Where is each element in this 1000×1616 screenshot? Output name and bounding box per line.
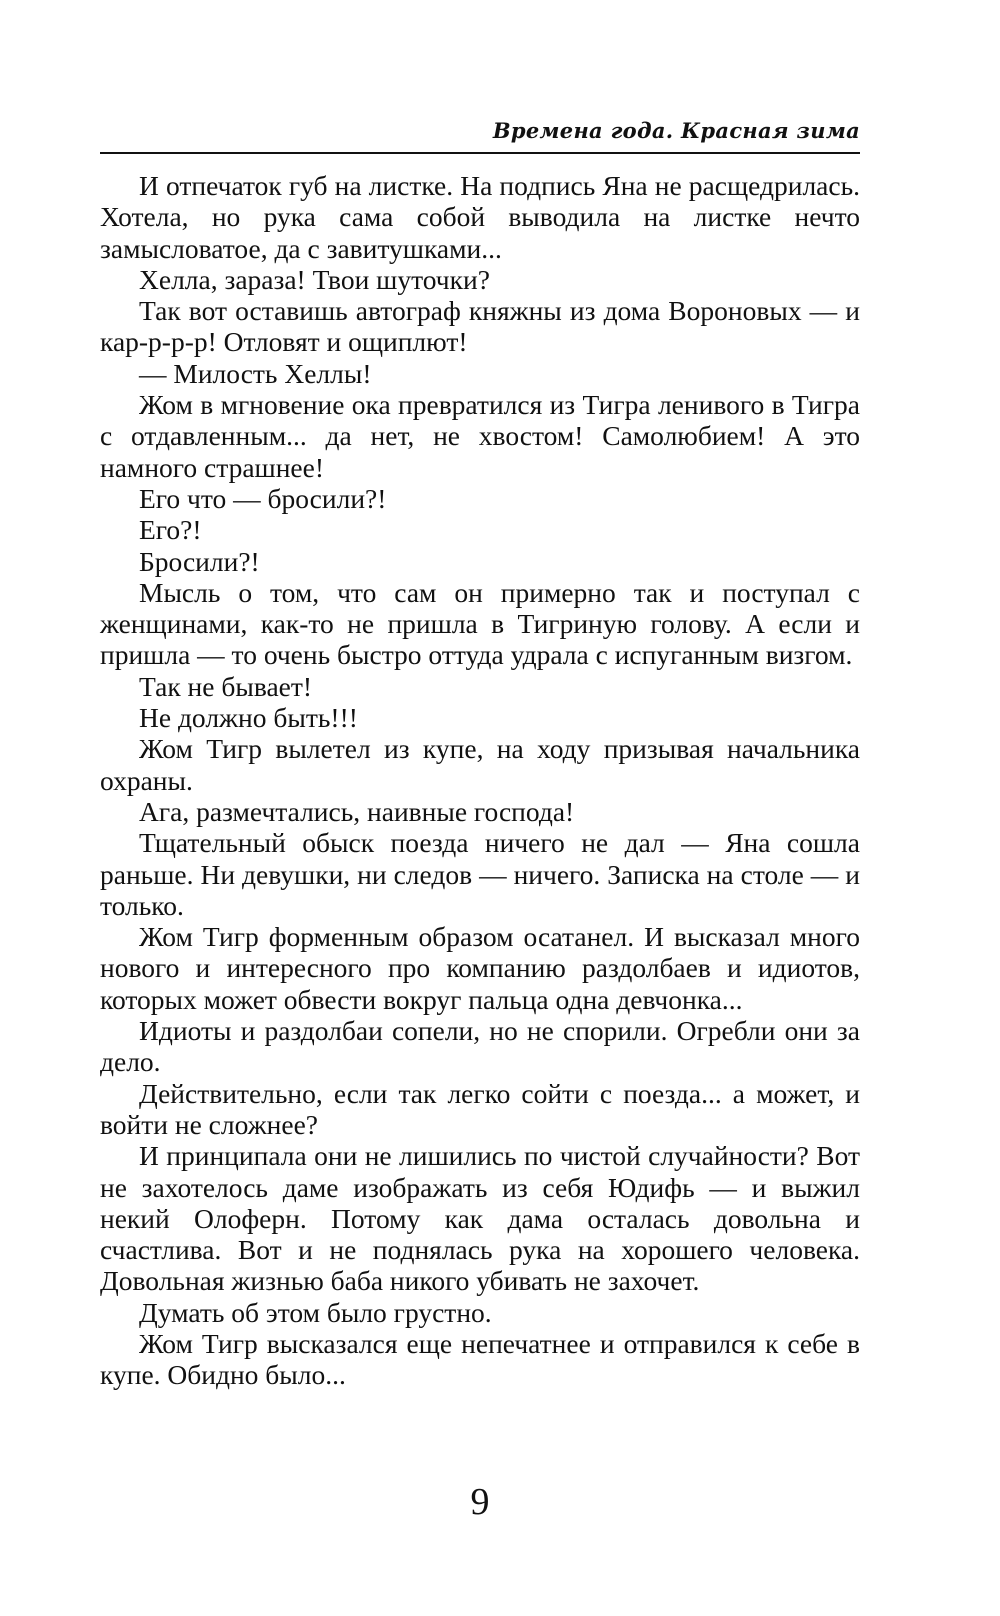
paragraph-15: Жом Тигр форменным образом осатанел. И высказал много нового и интересного про компанию раздолбаев и идиотов, которых может обвести вокруг пальца одна девчонка... <box>100 921 860 1015</box>
body-text <box>100 170 860 1391</box>
paragraph-13: Ага, размечтались, наивные господа! <box>139 795 575 827</box>
header-rule <box>100 152 860 154</box>
paragraph-11: Не должно быть!!! <box>139 702 358 734</box>
paragraph-9: Мысль о том, что сам он примерно так и поступал с женщинами, как-то не пришла в Тигриную голову. А если и пришла — то очень быстро оттуда удрала с испуганным визгом. <box>100 576 860 671</box>
paragraph-1: И отпечаток губ на листке. На подпись Яна не расщедрилась. Хотела, но рука сама собой выводила на листке нечто замысловатое, да с завитушками... <box>100 170 860 264</box>
paragraph-12: Жом Тигр вылетел из купе, на ходу призывая начальника охраны. <box>100 733 860 796</box>
paragraph-14: Тщательный обыск поезда ничего не дал — Яна сошла раньше. Ни девушки, ни следов — ничего. Записка на столе — и только. <box>100 827 860 921</box>
paragraph-2: Хелла, зараза! Твои шуточки? <box>139 263 490 295</box>
paragraph-6: Его что — бросили?! <box>139 482 387 514</box>
paragraph-16: Идиоты и раздолбаи сопели, но не спорили. Огребли они за дело. <box>100 1015 860 1078</box>
paragraph-5: Жом в мгновение ока превратился из Тигра ленивого в Тигра с отдавленным... да нет, не хвостом! Самолюбием! А это намного страшнее! <box>100 389 860 483</box>
paragraph-3: Так вот оставишь автограф княжны из дома Вороновых — и кар-р-р-р! Отловят и ощиплют! <box>100 295 860 358</box>
paragraph-18: И принципала они не лишились по чистой случайности? Вот не захотелось даме изображать из себя Юдифь — и выжил некий Олоферн. Потому как дама осталась довольна и счастлива. Вот и не поднялась рука на хорошего человека. Довольная жизнью баба никого убивать не захочет. <box>100 1140 860 1297</box>
paragraph-7: Его?! <box>139 514 202 546</box>
paragraph-17: Действительно, если так легко сойти с поезда... а может, и войти не сложнее? <box>100 1077 860 1140</box>
paragraph-4: — Милость Хеллы! <box>139 357 372 389</box>
page-number: 9 <box>470 1481 490 1523</box>
paragraph-8: Бросили?! <box>139 545 260 577</box>
paragraph-20: Жом Тигр высказался еще непечатнее и отправился к себе в купе. Обидно было... <box>100 1327 860 1391</box>
running-title: Времена года. Красная зима <box>492 118 860 143</box>
paragraph-10: Так не бывает! <box>139 670 313 702</box>
paragraph-19: Думать об этом было грустно. <box>139 1296 492 1328</box>
